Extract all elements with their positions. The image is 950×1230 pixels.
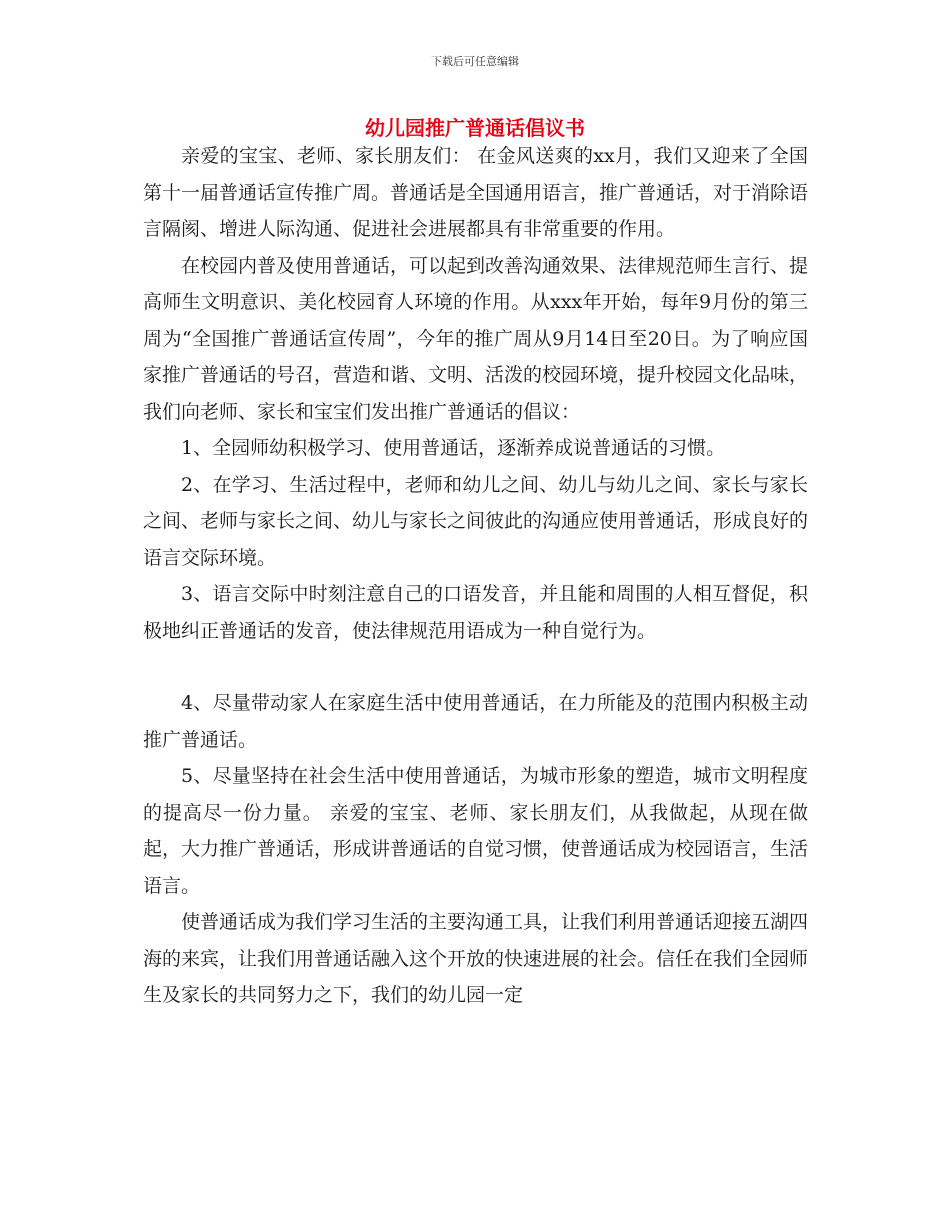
paragraph-item-5: 5、尽量坚持在社会生活中使用普通话，为城市形象的塑造，城市文明程度的提高尽一份力量。 亲爱的宝宝、老师、家长朋友们，从我做起，从现在做起，大力推广普通话，形成讲普通话的自觉习惯，使普通话成为校园语言，生活语言。	[143, 765, 809, 897]
paragraph-item-3: 3、语言交际中时刻注意自己的口语发音，并且能和周围的人相互督促，积极地纠正普通话的发音，使法律规范用语成为一种自觉行为。	[143, 583, 808, 642]
paragraph-greeting: 亲爱的宝宝、老师、家长朋友们： 在金风送爽的xx月，我们又迎来了全国第十一届普通话宣传推广周。普通话是全国通用语言，推广普通话，对于消除语言隔阂、增进人际沟通、促进社会进展都具有非常重要的作用。	[143, 145, 809, 240]
paragraph-item-4: 4、尽量带动家人在家庭生活中使用普通话，在力所能及的范围内积极主动推广普通话。	[143, 692, 808, 751]
document-body	[143, 138, 808, 1014]
paragraph-closing: 使普通话成为我们学习生活的主要沟通工具，让我们利用普通话迎接五湖四海的来宾，让我们用普通话融入这个开放的快速进展的社会。信任在我们全园师生及家长的共同努力之下，我们的幼儿园一定	[143, 911, 809, 1006]
document-title: 幼儿园推广普通话倡议书	[365, 116, 585, 140]
page-header-note: 下载后可任意编辑	[431, 55, 519, 68]
paragraph-item-2: 2、在学习、生活过程中，老师和幼儿之间、幼儿与幼儿之间、家长与家长之间、老师与家长之间、幼儿与家长之间彼此的沟通应使用普通话，形成良好的语言交际环境。	[143, 473, 809, 569]
paragraph-spacer	[143, 649, 808, 685]
paragraph-item-1: 1、全园师幼积极学习、使用普通话，逐渐养成说普通话的习惯。	[181, 437, 726, 459]
paragraph-background: 在校园内普及使用普通话，可以起到改善沟通效果、法律规范师生言行、提高师生文明意识、美化校园育人环境的作用。从xxx年开始，每年9月份的第三周为“全国推广普通话宣传周”，今年的推广周从9月14日至20日。为了响应国家推广普通话的号召，营造和谐、文明、活泼的校园环境，提升校园文化品味，我们向老师、家长和宝宝们发出推广普通话的倡议：	[143, 254, 809, 423]
